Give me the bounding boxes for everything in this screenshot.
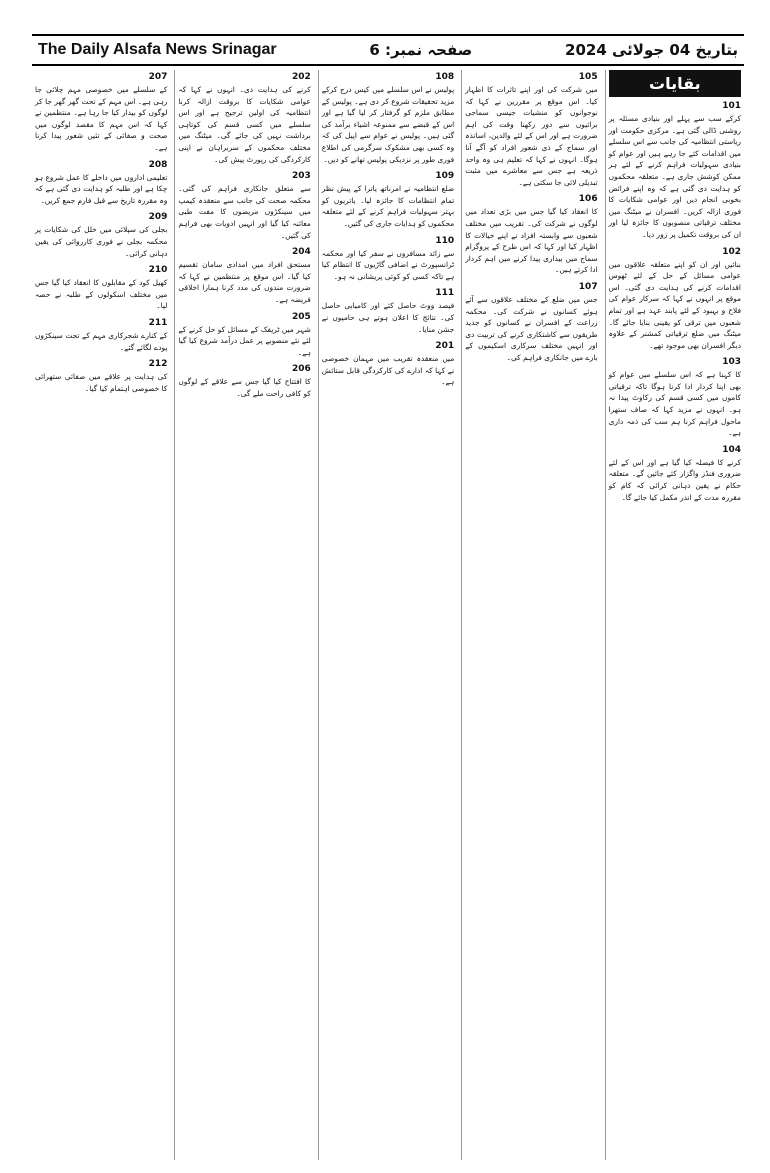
article xyxy=(178,72,310,165)
article-text: جس میں ضلع کے مختلف علاقوں سے آئے ہوئے کسانوں نے شرکت کی۔ محکمہ زراعت کے افسران نے کسانوں کو جدید طریقوں سے کاشتکاری کرنے کی تربیت دی اور انہیں مختلف سرکاری اسکیموں کے بارے میں جانکاری فراہم کی۔ xyxy=(465,294,598,362)
article xyxy=(178,247,310,305)
article-text: میں منعقدہ تقریب میں مہمان خصوصی نے کہا کہ ادارے کی کارکردگی قابل ستائش ہے۔ xyxy=(321,354,455,387)
article-number: 202 xyxy=(291,72,311,82)
article-number: 104 xyxy=(722,444,741,455)
article-number: 102 xyxy=(722,246,741,257)
article-number: 110 xyxy=(435,235,455,246)
article-number: 204 xyxy=(291,247,311,258)
article xyxy=(35,318,167,353)
article xyxy=(322,72,454,165)
article-number: 108 xyxy=(435,72,455,82)
article-text: کے سلسلے میں خصوصی مہم چلائی جا رہی ہے۔ اس مہم کے تحت گھر گھر جا کر لوگوں کو بیدار کیا جا رہا ہے۔ منتظمین نے کہا کہ اس مہم کا مقصد لوگوں میں صحت و صفائی کے تئیں شعور پیدا کرنا ہے۔ xyxy=(34,85,168,152)
article-number: 109 xyxy=(435,171,455,182)
article-number: 201 xyxy=(435,341,455,352)
article xyxy=(465,282,597,364)
article-text: کھیل کود کے مقابلوں کا انعقاد کیا گیا جس میں مختلف اسکولوں کے طلبہ نے حصہ لیا۔ xyxy=(34,278,168,311)
article-text: کرنے کی ہدایت دی۔ انہوں نے کہا کہ عوامی شکایات کا بروقت ازالہ کرنا انتظامیہ کی اولین ترجیح ہے اور اس سلسلے میں کسی قسم کی کوتاہی برداشت نہیں کی جائے گی۔ میٹنگ میں مختلف محکموں کے سربراہان نے اپنی کارکردگی کی رپورٹ پیش کی۔ xyxy=(178,85,311,164)
article xyxy=(178,364,310,399)
article-number: 101 xyxy=(722,101,741,111)
article xyxy=(178,312,310,359)
article-text: بنائیں اور ان کو اپنے متعلقہ علاقوں میں عوامی مسائل کے حل کے لئے ٹھوس اقدامات کرنے کی ہدایت دی گئی۔ اس موقع پر انہوں نے کہا کہ سرکار عوام کی فلاح و بہبود کے لئے پابند عہد ہے اور تمام شعبوں میں ترقی کو یقینی بنایا جائے گا۔ میٹنگ میں ضلع ترقیاتی کمشنر کے علاوہ دیگر افسران بھی موجود تھے۔ xyxy=(608,259,741,350)
column-4 xyxy=(174,70,313,1160)
article-number: 210 xyxy=(148,265,168,276)
article xyxy=(322,341,454,388)
article-text: فیصد ووٹ حاصل کئے اور کامیابی حاصل کی۔ نتائج کا اعلان ہوتے ہی حامیوں نے جشن منایا۔ xyxy=(321,301,455,334)
page-number: صفحہ نمبر: 6 xyxy=(369,41,473,59)
article-number: 105 xyxy=(578,72,598,82)
issue-date: بتاریخ 04 جولائی 2024 xyxy=(565,41,738,59)
article xyxy=(465,72,597,188)
article-number: 205 xyxy=(291,311,311,322)
column-5 xyxy=(32,70,170,1160)
article xyxy=(35,265,167,312)
article-text: کے کنارے شجرکاری مہم کے تحت سینکڑوں پودے لگائے گئے۔ xyxy=(34,330,168,352)
article-text: کا کہنا ہے کہ اس سلسلے میں عوام کو بھی اپنا کردار ادا کرنا ہوگا تاکہ ترقیاتی کاموں میں کسی قسم کی رکاوٹ پیدا نہ ہو۔ انہوں نے مزید کہا کہ صاف ستھرا ماحول فراہم کرنا ہم سب کی ذمہ داری ہے۔ xyxy=(608,370,741,438)
article-number: 111 xyxy=(435,288,455,299)
article-text: کی ہدایت پر علاقے میں صفائی ستھرائی کا خصوصی اہتمام کیا گیا۔ xyxy=(34,372,168,393)
masthead xyxy=(32,34,744,66)
article-number: 208 xyxy=(148,159,168,170)
article-number: 206 xyxy=(291,364,311,375)
article-text: شہر میں ٹریفک کے مسائل کو حل کرنے کے لئے نئے منصوبے پر عمل درآمد شروع کیا گیا ہے۔ xyxy=(178,324,311,357)
article xyxy=(609,101,741,241)
article xyxy=(35,160,167,207)
article-text: کرکے سب سے پہلے اور بنیادی مسئلہ پر روشنی ڈالی گئی ہے۔ مرکزی حکومت اور ریاستی انتظامیہ کی جانب سے اس سلسلے میں اقدامات کئے جا رہے ہیں اور عوام کو بنیادی سہولیات فراہم کرنے کے لئے ہر ممکن کوشش جاری ہے۔ متعلقہ محکموں کو ہدایت دی گئی ہے کہ وہ اپنے فرائض بخوبی انجام دیں اور عوامی شکایات کا فوری ازالہ کریں۔ افسران نے میٹنگ میں مختلف ترقیاتی منصوبوں کا جائزہ لیا اور ان کی بروقت تکمیل پر زور دیا۔ xyxy=(608,114,741,239)
article-text: سے متعلق جانکاری فراہم کی گئی۔ محکمہ صحت کی جانب سے منعقدہ کیمپ میں سینکڑوں مریضوں کا مفت طبی معائنہ کیا گیا اور انہیں ادویات بھی فراہم کی گئیں۔ xyxy=(178,184,311,240)
article-text: مستحق افراد میں امدادی سامان تقسیم کیا گیا۔ اس موقع پر منتظمین نے کہا کہ ضرورت مندوں کی مدد کرنا ہمارا اخلاقی فریضہ ہے۔ xyxy=(178,260,311,304)
article-text: پولیس نے اس سلسلے میں کیس درج کرکے مزید تحقیقات شروع کر دی ہے۔ پولیس کے مطابق ملزم کو گرفتار کر لیا گیا ہے اور اس کے قبضے سے ممنوعہ اشیاء برآمد کی گئی ہیں۔ پولیس نے عوام سے اپیل کی کہ وہ کسی بھی مشکوک سرگرمی کی اطلاع فوری طور پر نزدیکی پولیس تھانے کو دیں۔ xyxy=(321,85,455,164)
column-3 xyxy=(318,70,457,1160)
article-text: سے زائد مسافروں نے سفر کیا اور محکمہ ٹرانسپورٹ نے اضافی گاڑیوں کا انتظام کیا ہے تاکہ کسی کو کوئی پریشانی نہ ہو۔ xyxy=(321,248,455,281)
article-columns xyxy=(32,70,744,1160)
article-text: کرنے کا فیصلہ کیا گیا ہے اور اس کے لئے ضروری فنڈز واگزار کئے جائیں گے۔ متعلقہ حکام نے یقین دہانی کرائی کہ کام کو مقررہ مدت کے اندر مکمل کیا جائے گا۔ xyxy=(608,457,741,502)
article xyxy=(609,247,741,352)
article-text: بجلی کی سپلائی میں خلل کی شکایات پر محکمہ بجلی نے فوری کارروائی کی یقین دہانی کرائی۔ xyxy=(34,225,168,258)
column-2 xyxy=(461,70,600,1160)
article-text: کا افتتاح کیا گیا جس سے علاقے کے لوگوں کو کافی راحت ملے گی۔ xyxy=(178,377,311,398)
article-text: میں شرکت کی اور اپنے تاثرات کا اظہار کیا۔ اس موقع پر مقررین نے کہا کہ نوجوانوں کو منشیات جیسی سماجی برائیوں سے دور رکھنا وقت کی اہم ضرورت ہے اور اس کے لئے والدین، اساتذہ اور سماج کے ذی شعور افراد کو آگے آنا ہوگا۔ انہوں نے کہا کہ تعلیم ہی وہ واحد ذریعہ ہے جس سے معاشرے میں مثبت تبدیلی لائی جا سکتی ہے۔ xyxy=(465,85,598,187)
article-number: 106 xyxy=(578,194,598,205)
article-text: ضلع انتظامیہ نے امرناتھ یاترا کے پیش نظر تمام انتظامات کا جائزہ لیا۔ یاتریوں کو بہتر سہولیات فراہم کرنے کے لئے متعلقہ محکموں کو ہدایات جاری کی گئیں۔ xyxy=(321,184,455,228)
article-number: 203 xyxy=(291,171,311,182)
article-number: 207 xyxy=(148,72,168,82)
article-number: 212 xyxy=(148,359,168,370)
article xyxy=(35,359,167,394)
paper-name: The Daily Alsafa News Srinagar xyxy=(38,41,277,58)
article-text: کا انعقاد کیا گیا جس میں بڑی تعداد میں لوگوں نے شرکت کی۔ تقریب میں مختلف شعبوں سے وابستہ افراد نے اپنے خیالات کا اظہار کیا اور کہا کہ اس طرح کے پروگرام سماج میں بیداری پیدا کرنے میں اہم کردار ادا کرتے ہیں۔ xyxy=(465,207,598,275)
article-number: 103 xyxy=(722,357,741,368)
article xyxy=(35,212,167,259)
column-1 xyxy=(605,70,744,1160)
article xyxy=(322,236,454,283)
article-number: 107 xyxy=(578,281,598,292)
article xyxy=(322,288,454,335)
article xyxy=(609,445,741,503)
article xyxy=(465,194,597,276)
article xyxy=(609,357,741,439)
baqiyat-header: بقایات xyxy=(609,70,741,97)
article-text: تعلیمی اداروں میں داخلے کا عمل شروع ہو چکا ہے اور طلبہ کو ہدایت دی گئی ہے کہ وہ مقررہ تاریخ سے قبل فارم جمع کریں۔ xyxy=(34,172,168,205)
article xyxy=(178,171,310,241)
article-number: 209 xyxy=(148,212,168,223)
article-number: 211 xyxy=(148,317,168,328)
article xyxy=(35,72,167,154)
article xyxy=(322,171,454,229)
